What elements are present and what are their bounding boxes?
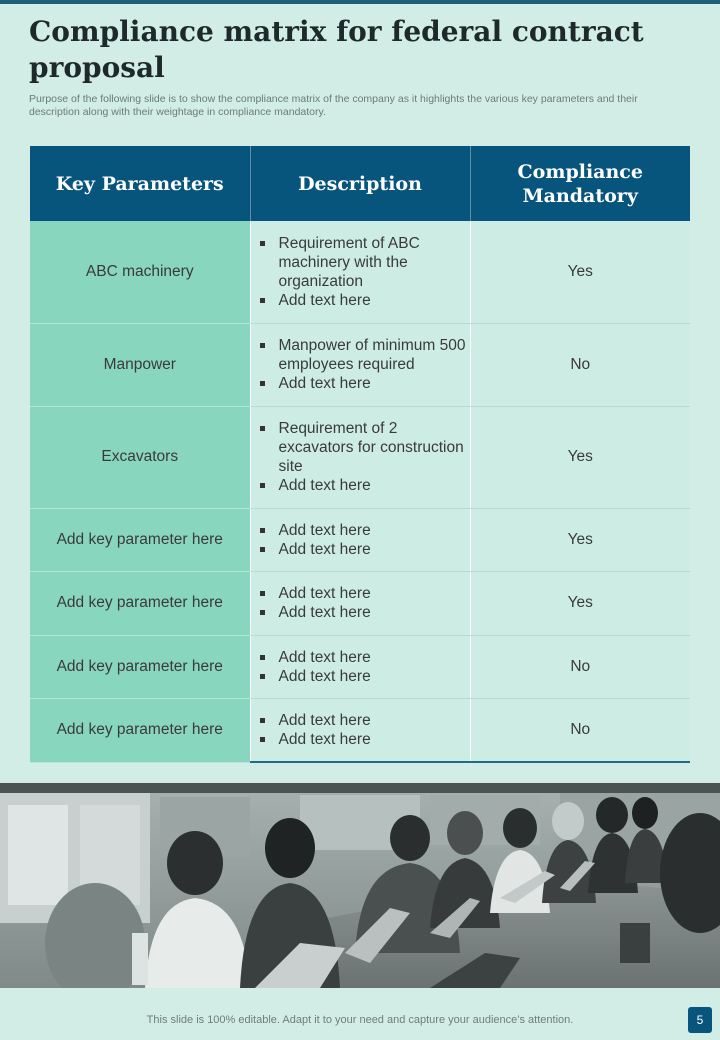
mandatory-cell: Yes bbox=[470, 571, 690, 635]
mandatory-cell: Yes bbox=[470, 406, 690, 508]
meeting-photo bbox=[0, 783, 720, 988]
description-bullet: Add text here bbox=[279, 667, 470, 686]
description-bullet: Add text here bbox=[279, 648, 470, 667]
meeting-photo-illustration bbox=[0, 783, 720, 988]
description-list bbox=[251, 711, 470, 749]
top-accent-bar bbox=[0, 0, 720, 4]
description-bullet: Add text here bbox=[279, 374, 470, 393]
page-subtitle: Purpose of the following slide is to show the compliance matrix of the company as it highlights the various key parameters and their description along with their weightage in compliance mandatory. bbox=[29, 93, 638, 118]
description-bullet: Requirement of 2 excavators for construction site bbox=[279, 419, 470, 476]
description-bullet: Manpower of minimum 500 employees required bbox=[279, 336, 470, 374]
column-header-compliance-mandatory: Compliance Mandatory bbox=[470, 146, 690, 221]
description-bullet: Requirement of ABC machinery with the organization bbox=[279, 234, 470, 291]
mandatory-cell: Yes bbox=[470, 508, 690, 571]
parameter-cell: Add key parameter here bbox=[30, 571, 250, 635]
table-row bbox=[30, 508, 690, 571]
description-bullet: Add text here bbox=[279, 584, 470, 603]
description-bullet: Add text here bbox=[279, 476, 470, 495]
description-list bbox=[251, 234, 470, 310]
description-bullet: Add text here bbox=[279, 540, 470, 559]
description-bullet: Add text here bbox=[279, 521, 470, 540]
table-header-row bbox=[30, 146, 690, 221]
table-row bbox=[30, 323, 690, 406]
description-cell bbox=[250, 698, 470, 762]
footer-note: This slide is 100% editable. Adapt it to your need and capture your audience’s attention. bbox=[146, 1014, 574, 1026]
table-row bbox=[30, 571, 690, 635]
description-cell bbox=[250, 508, 470, 571]
description-cell bbox=[250, 406, 470, 508]
description-list bbox=[251, 521, 470, 559]
description-list bbox=[251, 648, 470, 686]
parameter-cell: Add key parameter here bbox=[30, 698, 250, 762]
description-bullet: Add text here bbox=[279, 291, 470, 310]
parameter-cell: Add key parameter here bbox=[30, 508, 250, 571]
column-header-key-parameters: Key Parameters bbox=[30, 146, 250, 221]
compliance-matrix-table bbox=[30, 146, 690, 763]
description-cell bbox=[250, 571, 470, 635]
mandatory-cell: Yes bbox=[470, 221, 690, 323]
column-header-description: Description bbox=[250, 146, 470, 221]
description-cell bbox=[250, 221, 470, 323]
description-list bbox=[251, 419, 470, 495]
page-number-badge: 5 bbox=[688, 1007, 712, 1033]
description-list bbox=[251, 584, 470, 622]
description-cell bbox=[250, 635, 470, 698]
description-cell bbox=[250, 323, 470, 406]
parameter-cell: Manpower bbox=[30, 323, 250, 406]
table-row bbox=[30, 635, 690, 698]
mandatory-cell: No bbox=[470, 698, 690, 762]
description-bullet: Add text here bbox=[279, 603, 470, 622]
table-row bbox=[30, 698, 690, 762]
description-list bbox=[251, 336, 470, 393]
page-title: Compliance matrix for federal contract proposal bbox=[29, 15, 644, 84]
mandatory-cell: No bbox=[470, 635, 690, 698]
parameter-cell: Add key parameter here bbox=[30, 635, 250, 698]
description-bullet: Add text here bbox=[279, 711, 470, 730]
description-bullet: Add text here bbox=[279, 730, 470, 749]
mandatory-cell: No bbox=[470, 323, 690, 406]
table-row bbox=[30, 221, 690, 323]
table-row bbox=[30, 406, 690, 508]
parameter-cell: ABC machinery bbox=[30, 221, 250, 323]
parameter-cell: Excavators bbox=[30, 406, 250, 508]
